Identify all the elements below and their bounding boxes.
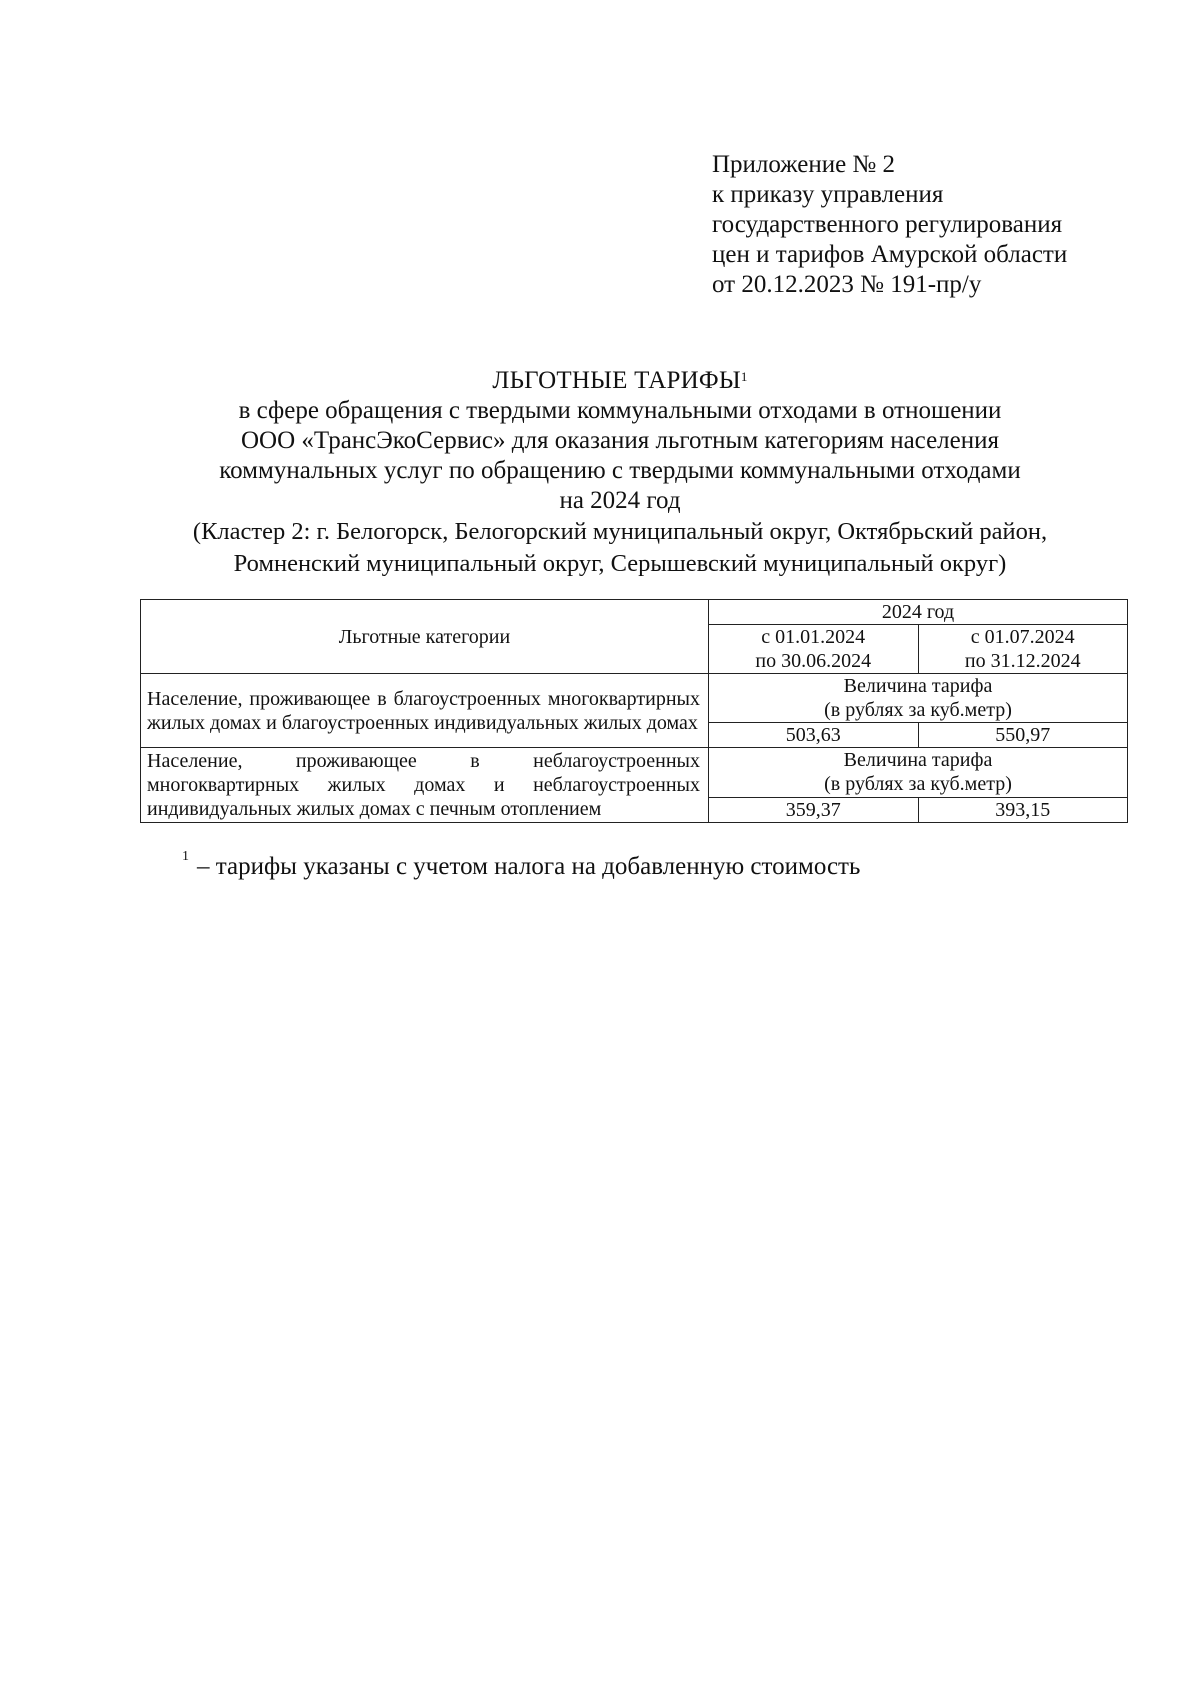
tariff-value-period-2: 393,15 [918,797,1128,822]
cluster-line-1: (Кластер 2: г. Белогорск, Белогорский муниципальный округ, Октябрьский район, [192,518,1048,545]
appendix-authority-line: государственного регулирования [712,211,1063,238]
category-cell: Население, проживающее в неблагоустроенных многоквартирных жилых домах и неблагоустроенных индивидуальных жилых домах с печным отоплением [141,748,709,823]
period-2-from: с 01.07.2024 [970,626,1075,648]
table-row [141,748,1128,798]
tariffs-table [140,599,1128,823]
unit-label: Величина тарифа [843,749,993,772]
footnote-text: – тарифы указаны с учетом налога на добавленную стоимость [197,853,861,880]
unit-measure: (в рублях за куб.метр) [824,699,1012,721]
footnote-mark: 1 [182,849,189,864]
appendix-date-number: от 20.12.2023 № 191-пр/у [712,271,982,298]
title-text: ЛЬГОТНЫЕ ТАРИФЫ [492,367,741,394]
appendix-number: Приложение № 2 [712,151,896,178]
tariff-value-period-2: 550,97 [918,723,1128,748]
unit-cell [709,674,1128,723]
period-2-header [918,625,1128,674]
tariff-value-period-1: 503,63 [709,723,919,748]
unit-measure: (в рублях за куб.метр) [824,773,1012,796]
subtitle-line-2: ООО «ТрансЭкоСервис» для оказания льготным категориям населения [240,427,1000,454]
period-1-from: с 01.01.2024 [761,626,866,648]
unit-cell [709,748,1128,798]
table-header-row [141,600,1128,625]
subtitle-year: на 2024 год [559,487,681,514]
appendix-order-line: к приказу управления [712,181,944,208]
period-1-header [709,625,919,674]
year-header: 2024 год [709,600,1128,625]
tariff-value-period-1: 359,37 [709,797,919,822]
document-title [120,366,1120,396]
appendix-block [712,150,1067,300]
period-1-to: по 30.06.2024 [755,650,872,672]
unit-label: Величина тарифа [843,675,993,697]
document-heading [120,366,1120,580]
cluster-line-2: Ромненский муниципальный округ, Серышевский муниципальный округ) [233,550,1007,577]
subtitle-line-1: в сфере обращения с твердыми коммунальными отходами в отношении [238,397,1002,424]
category-cell: Население, проживающее в благоустроенных многоквартирных жилых домах и благоустроенных индивидуальных жилых домах [141,674,709,748]
title-footnote-mark: 1 [740,369,748,384]
footnote [182,849,861,882]
appendix-region-line: цен и тарифов Амурской области [712,241,1068,268]
table-row [141,674,1128,723]
period-2-to: по 31.12.2024 [964,650,1081,672]
subtitle-line-3: коммунальных услуг по обращению с твердыми коммунальными отходами [219,457,1021,484]
category-header: Льготные категории [141,600,709,674]
